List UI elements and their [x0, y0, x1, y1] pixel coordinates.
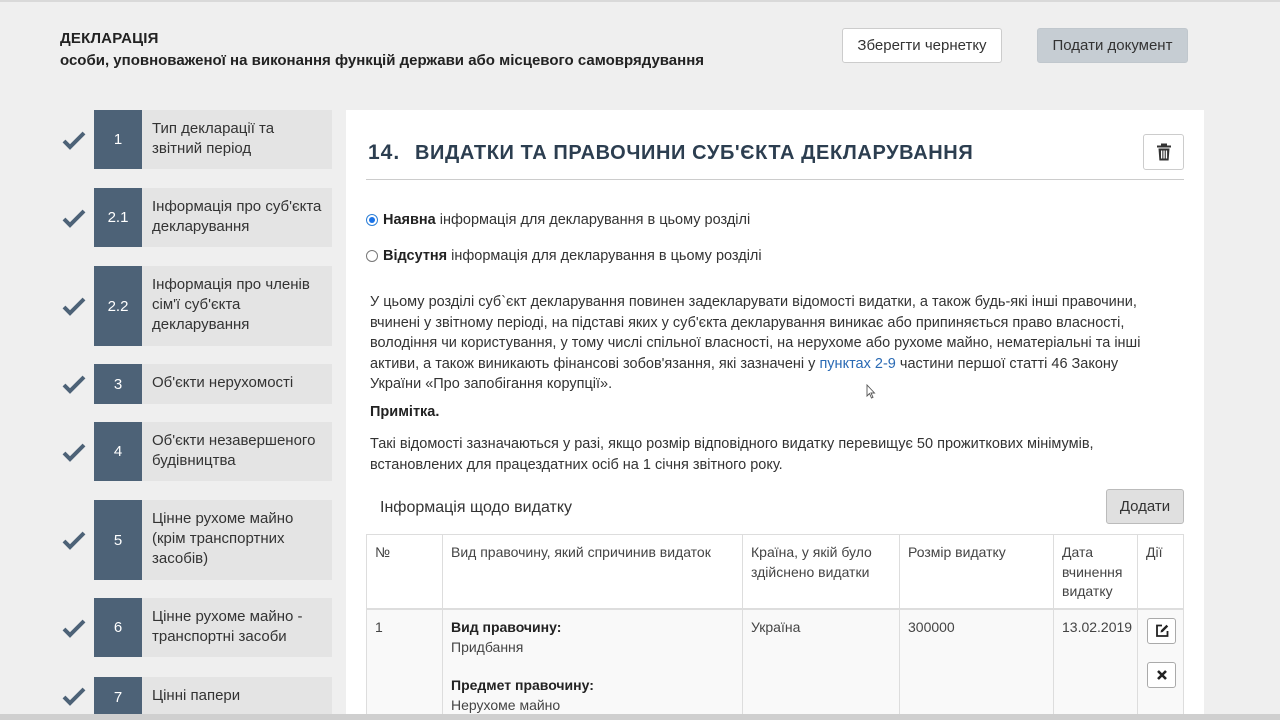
step-label: Інформація про суб'єкта декларування — [142, 188, 332, 247]
section-divider — [366, 179, 1184, 180]
radio-info-present[interactable] — [366, 212, 750, 228]
step-1[interactable] — [60, 110, 332, 169]
close-icon — [1156, 669, 1168, 681]
step-label: Цінні папери — [142, 677, 332, 717]
step-number: 1 — [94, 110, 142, 169]
header-amount: Розмір видатку — [899, 535, 1053, 608]
mouse-cursor-icon — [866, 384, 876, 400]
radio-button[interactable] — [366, 250, 378, 262]
add-expense-button[interactable]: Додати — [1106, 489, 1184, 524]
cell-type — [442, 610, 742, 720]
cell-num: 1 — [366, 610, 442, 720]
step-4[interactable] — [60, 422, 332, 481]
header-country: Країна, у якій було здійснено видатки — [742, 535, 899, 608]
step-6[interactable] — [60, 598, 332, 657]
radio-present-bold: Наявна — [383, 212, 436, 228]
type-value: Придбання — [451, 638, 524, 655]
step-number: 6 — [94, 598, 142, 657]
cell-date: 13.02.2019 — [1053, 610, 1137, 720]
step-label: Цінне рухоме майно - транспортні засоби — [142, 598, 332, 657]
step-number: 2.2 — [94, 266, 142, 346]
edit-row-button[interactable] — [1147, 618, 1176, 644]
step-label: Цінне рухоме майно (крім транспортних засобів) — [142, 500, 332, 580]
checkmark-icon — [62, 530, 86, 550]
radio-info-absent[interactable] — [366, 248, 762, 264]
cell-actions — [1137, 610, 1184, 720]
step-number: 2.1 — [94, 188, 142, 247]
header-date: Дата вчинення видатку — [1053, 535, 1137, 608]
note-title: Примітка. — [370, 404, 440, 420]
table-header-row — [366, 534, 1184, 610]
step-5[interactable] — [60, 500, 332, 580]
step-2-1[interactable] — [60, 188, 332, 247]
step-number: 3 — [94, 364, 142, 404]
checkmark-icon — [62, 130, 86, 150]
cell-amount: 300000 — [899, 610, 1053, 720]
step-label: Об'єкти незавершеного будівництва — [142, 422, 332, 481]
law-items-link[interactable]: пунктах 2-9 — [819, 355, 896, 372]
header-actions: Дії — [1137, 535, 1184, 608]
radio-button-selected[interactable] — [366, 214, 378, 226]
section-number: 14. — [368, 141, 401, 164]
checkmark-icon — [62, 618, 86, 638]
step-label: Інформація про членів сім'ї суб'єкта декларування — [142, 266, 332, 346]
step-3[interactable] — [60, 364, 332, 404]
header-num: № — [366, 535, 442, 608]
radio-present-text: інформація для декларування в цьому розділі — [439, 212, 751, 228]
checkmark-icon — [62, 442, 86, 462]
checkmark-icon — [62, 374, 86, 394]
checkmark-icon — [62, 208, 86, 228]
note-text: Такі відомості зазначаються у разі, якщо розмір відповідного видатку перевищує 50 прожиткових мінімумів, встановлених для працездатних осіб на 1 січня звітного року. — [370, 436, 1094, 473]
header-type: Вид правочину, який спричинив видаток — [442, 535, 742, 608]
step-number: 7 — [94, 677, 142, 717]
description-text-end: частини першої статті 46 Закону України «Про запобігання корупції». — [370, 355, 1119, 392]
edit-icon — [1155, 624, 1169, 638]
top-border — [0, 0, 1280, 2]
step-7[interactable] — [60, 677, 332, 717]
trash-icon — [1156, 143, 1172, 161]
section-description — [370, 292, 1160, 395]
expenses-table — [366, 534, 1184, 720]
radio-absent-text: інформація для декларування в цьому розділі — [451, 248, 762, 264]
subject-label: Предмет правочину: — [451, 677, 594, 693]
subject-value: Нерухоме майно — [451, 696, 561, 713]
step-number: 4 — [94, 422, 142, 481]
delete-section-button[interactable] — [1143, 134, 1184, 170]
delete-row-button[interactable] — [1147, 662, 1176, 688]
submit-document-button[interactable]: Подати документ — [1037, 28, 1188, 63]
step-label: Об'єкти нерухомості — [142, 364, 332, 404]
step-2-2[interactable] — [60, 266, 332, 346]
cell-country: Україна — [742, 610, 899, 720]
description-text: У цьому розділі суб`єкт декларування повинен задекларувати відомості видатки, а також будь-які інші правочини, вчинені у звітному періоді, на підставі яких у суб'єкта декларування виникає або припиняється право власності, володіння чи користування, у тому числі спільної власності, на нерухоме або рухоме майно, нематеріальні та інші активи, а також виникають фінансові зобов'язання, які зазначені у — [370, 294, 1141, 372]
type-label: Вид правочину: — [451, 619, 562, 635]
checkmark-icon — [62, 296, 86, 316]
save-draft-button[interactable]: Зберегти чернетку — [842, 28, 1002, 63]
table-row — [366, 610, 1184, 720]
checkmark-icon — [62, 686, 86, 706]
step-label: Тип декларації та звітний період — [142, 110, 332, 169]
declaration-title: ДЕКЛАРАЦІЯ — [60, 30, 159, 47]
bottom-border — [0, 714, 1280, 720]
radio-absent-bold: Відсутня — [383, 248, 448, 264]
section-title: ВИДАТКИ ТА ПРАВОЧИНИ СУБ'ЄКТА ДЕКЛАРУВАННЯ — [415, 142, 974, 164]
declaration-subtitle: особи, уповноваженої на виконання функцій держави або місцевого самоврядування — [60, 52, 705, 69]
expense-info-title: Інформація щодо видатку — [380, 499, 573, 516]
step-number: 5 — [94, 500, 142, 580]
